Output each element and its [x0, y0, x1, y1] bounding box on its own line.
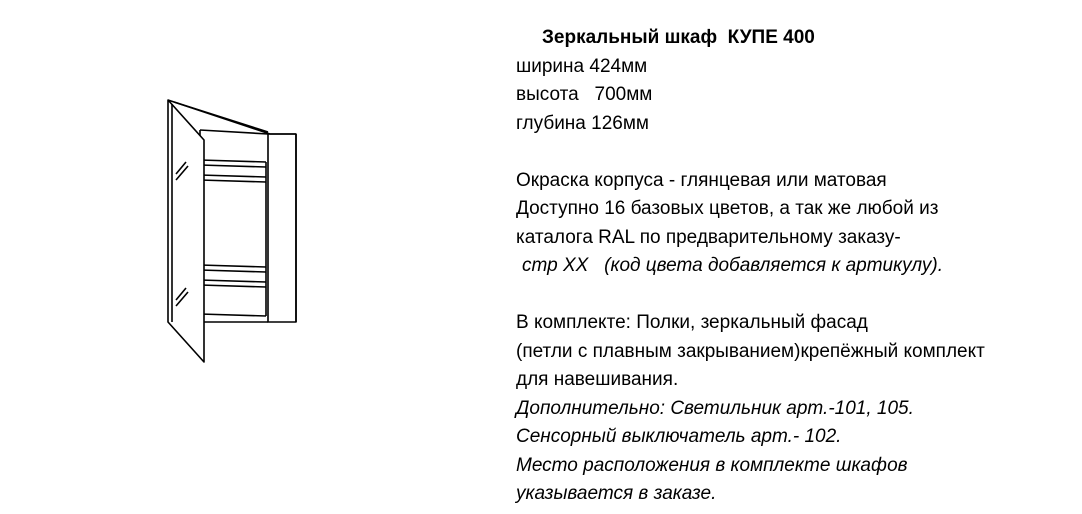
- product-description: [516, 24, 1076, 509]
- dimension-depth: глубина 126мм: [516, 112, 649, 134]
- optional-line: Сенсорный выключатель арт.- 102.: [516, 426, 842, 447]
- mirror-cabinet-open-door-icon: [150, 90, 310, 380]
- paint-line: Окраска корпуса - глянцевая или матовая: [516, 169, 887, 191]
- spacer: [516, 138, 1076, 167]
- dimension-height: высота 700мм: [516, 84, 653, 105]
- paint-line: каталога RAL по предварительному заказу-: [516, 226, 901, 248]
- optional-line: указывается в заказе.: [516, 483, 717, 504]
- paint-line: Доступно 16 базовых цветов, а так же любой из: [516, 198, 939, 219]
- kit-line: (петли с плавным закрыванием)крепёжный комплект: [516, 340, 985, 362]
- optional-line: Место расположения в комплекте шкафов: [516, 454, 908, 476]
- kit-line: В комплекте: Полки, зеркальный фасад: [516, 312, 868, 333]
- kit-line: для навешивания.: [516, 369, 679, 390]
- dimension-width: ширина 424мм: [516, 55, 648, 77]
- spacer: [516, 281, 1076, 310]
- color-code-note: стр XX (код цвета добавляется к артикулу).: [522, 255, 943, 276]
- mirror-cabinet-illustration: [150, 90, 310, 380]
- optional-line: Дополнительно: Светильник арт.-101, 105.: [516, 397, 914, 419]
- product-title: Зеркальный шкаф КУПЕ 400: [542, 27, 815, 48]
